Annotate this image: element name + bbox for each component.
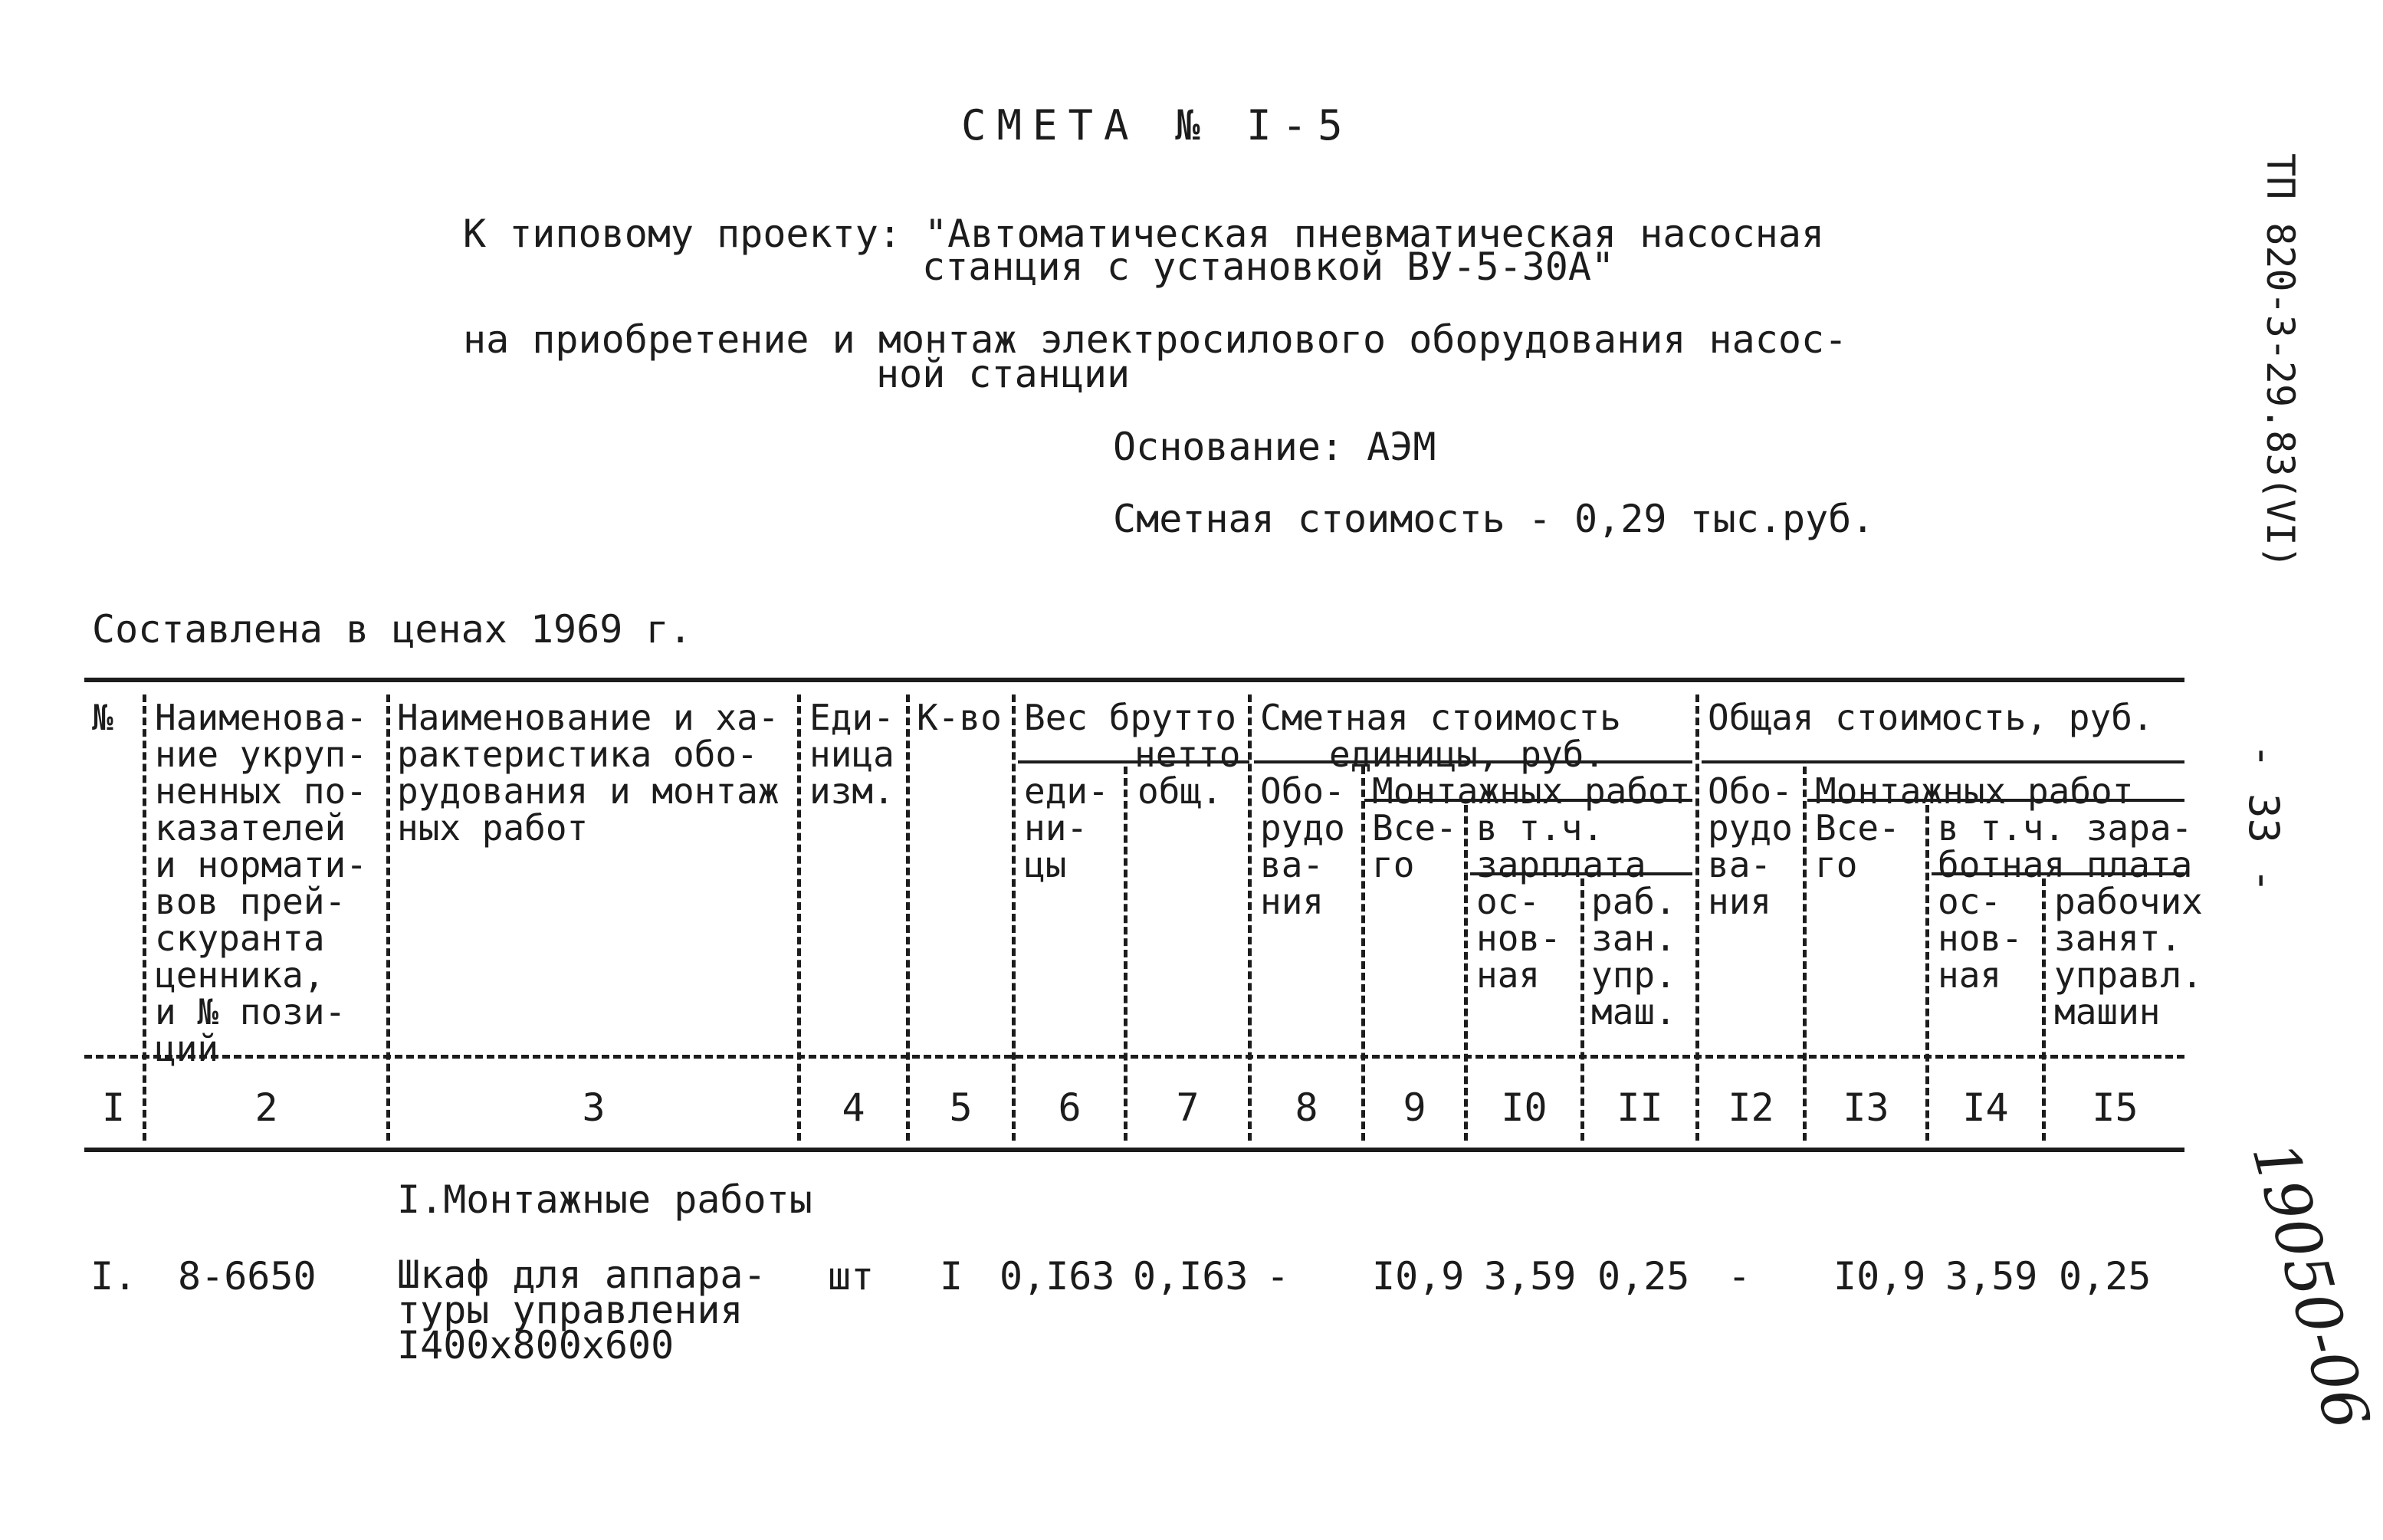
col-sep [1248, 694, 1252, 1141]
col-sep [143, 694, 146, 1141]
header-col-10: ос- нов- ная [1476, 881, 1561, 996]
basis-line: Основание: АЭМ [1113, 425, 1436, 469]
column-number: 9 [1403, 1085, 1426, 1130]
column-number: 6 [1058, 1085, 1082, 1130]
col-sep [1695, 694, 1699, 1141]
row-mount-total: I0,9 [1833, 1254, 1926, 1299]
row-wage-mach-total: 0,25 [2059, 1254, 2152, 1299]
header-col-9: Все- го [1372, 807, 1457, 885]
purpose-line-1: на приобретение и монтаж электросилового оборудования насос- [463, 317, 1848, 362]
document-title: СМЕТА № I-5 [961, 101, 1354, 149]
header-wage-group-unit: в т.ч. зарплата [1476, 807, 1646, 885]
header-unit-cost-group: Сметная стоимость единицы, руб. [1260, 697, 1621, 775]
header-mount-group-total: Монтажных работ [1815, 770, 2134, 812]
column-number: 3 [582, 1085, 606, 1130]
header-col-14: ос- нов- ная [1938, 881, 2023, 996]
header-col-11: раб. зан. упр. маш. [1591, 881, 1676, 1033]
column-number: 8 [1295, 1085, 1318, 1130]
row-equip-total: - [1728, 1254, 1751, 1299]
column-number: II [1617, 1085, 1663, 1130]
header-col-1: № [92, 697, 113, 738]
row-equip-unit: - [1266, 1254, 1290, 1299]
row-weight-total: 0,I63 [1133, 1254, 1249, 1299]
row-mount-total-unit: I0,9 [1372, 1254, 1465, 1299]
row-code: 8-6650 [178, 1254, 317, 1299]
row-wage-base-total: 3,59 [1945, 1254, 2038, 1299]
column-number: I5 [2092, 1085, 2138, 1130]
estimated-cost-line: Сметная стоимость - 0,29 тыс.руб. [1113, 497, 1875, 541]
col-sep [906, 694, 910, 1141]
column-number: 2 [254, 1085, 278, 1130]
table-header-rule [84, 1055, 2184, 1062]
row-number: I. [90, 1254, 137, 1299]
header-total-cost-group: Общая стоимость, руб. [1708, 697, 2154, 738]
header-mount-group-unit: Монтажных работ [1372, 770, 1691, 812]
section-title: I.Монтажные работы [397, 1177, 812, 1222]
column-number: 4 [842, 1085, 865, 1130]
header-col-13: Все- го [1815, 807, 1900, 885]
header-col-15: рабочих занят. управл. машин [2054, 881, 2203, 1033]
table-top-rule [84, 678, 2184, 682]
col-sep [386, 694, 390, 1141]
project-line-1: К типовому проекту: "Автоматическая пневматическая насосная [463, 212, 1825, 256]
row-wage-base-unit: 3,59 [1484, 1254, 1577, 1299]
row-wage-mach-unit: 0,25 [1597, 1254, 1690, 1299]
header-col-5: К-во [917, 697, 1002, 738]
header-col-2: Наименова- ние укруп- ненных по- казателей и нормати- вов прей- скуранта ценника, и № пози- ций [155, 697, 367, 1069]
header-col-4: Еди- ница изм. [809, 697, 894, 812]
header-weight-group: Вес брутто нетто [1024, 697, 1241, 775]
column-number: I4 [1962, 1085, 2009, 1130]
col-sep [797, 694, 801, 1141]
header-col-6: еди- ни- цы [1024, 770, 1109, 885]
header-col-7: общ. [1137, 770, 1223, 812]
column-number: 7 [1176, 1085, 1200, 1130]
row-unit: шт [828, 1254, 875, 1299]
column-number: 5 [949, 1085, 973, 1130]
column-number: I2 [1728, 1085, 1774, 1130]
document-number-margin: 19050-06 [2238, 1134, 2383, 1437]
header-col-8: Обо- рудо ва- ния [1260, 770, 1345, 922]
row-name: Шкаф для аппара- туры управления I400x800x600 [397, 1253, 766, 1368]
total-cost-group-rule [1702, 760, 2184, 763]
project-code-margin: ТП 820-3-29.83(VI) [2258, 153, 2303, 569]
header-wage-group-total: в т.ч. зара- ботная плата [1938, 807, 2193, 885]
column-number: I3 [1843, 1085, 1889, 1130]
page-number-margin: - 33 - [2240, 744, 2288, 894]
row-qty: I [940, 1254, 963, 1299]
price-basis-line: Составлена в ценах 1969 г. [92, 607, 692, 652]
col-sep [1124, 767, 1127, 1141]
col-sep [1012, 694, 1016, 1141]
column-number: I0 [1501, 1085, 1548, 1130]
table-numbers-rule [84, 1148, 2184, 1152]
col-sep [1361, 767, 1365, 1141]
col-sep [1803, 767, 1807, 1141]
column-number: I [101, 1085, 126, 1130]
purpose-line-2: ной станции [876, 352, 1131, 396]
header-col-12: Обо- рудо ва- ния [1708, 770, 1793, 922]
header-col-3: Наименование и ха- рактеристика обо- рудования и монтаж ных работ [397, 697, 780, 849]
row-weight-unit: 0,I63 [999, 1254, 1115, 1299]
project-line-2: станция с установкой ВУ-5-30А" [922, 245, 1615, 289]
